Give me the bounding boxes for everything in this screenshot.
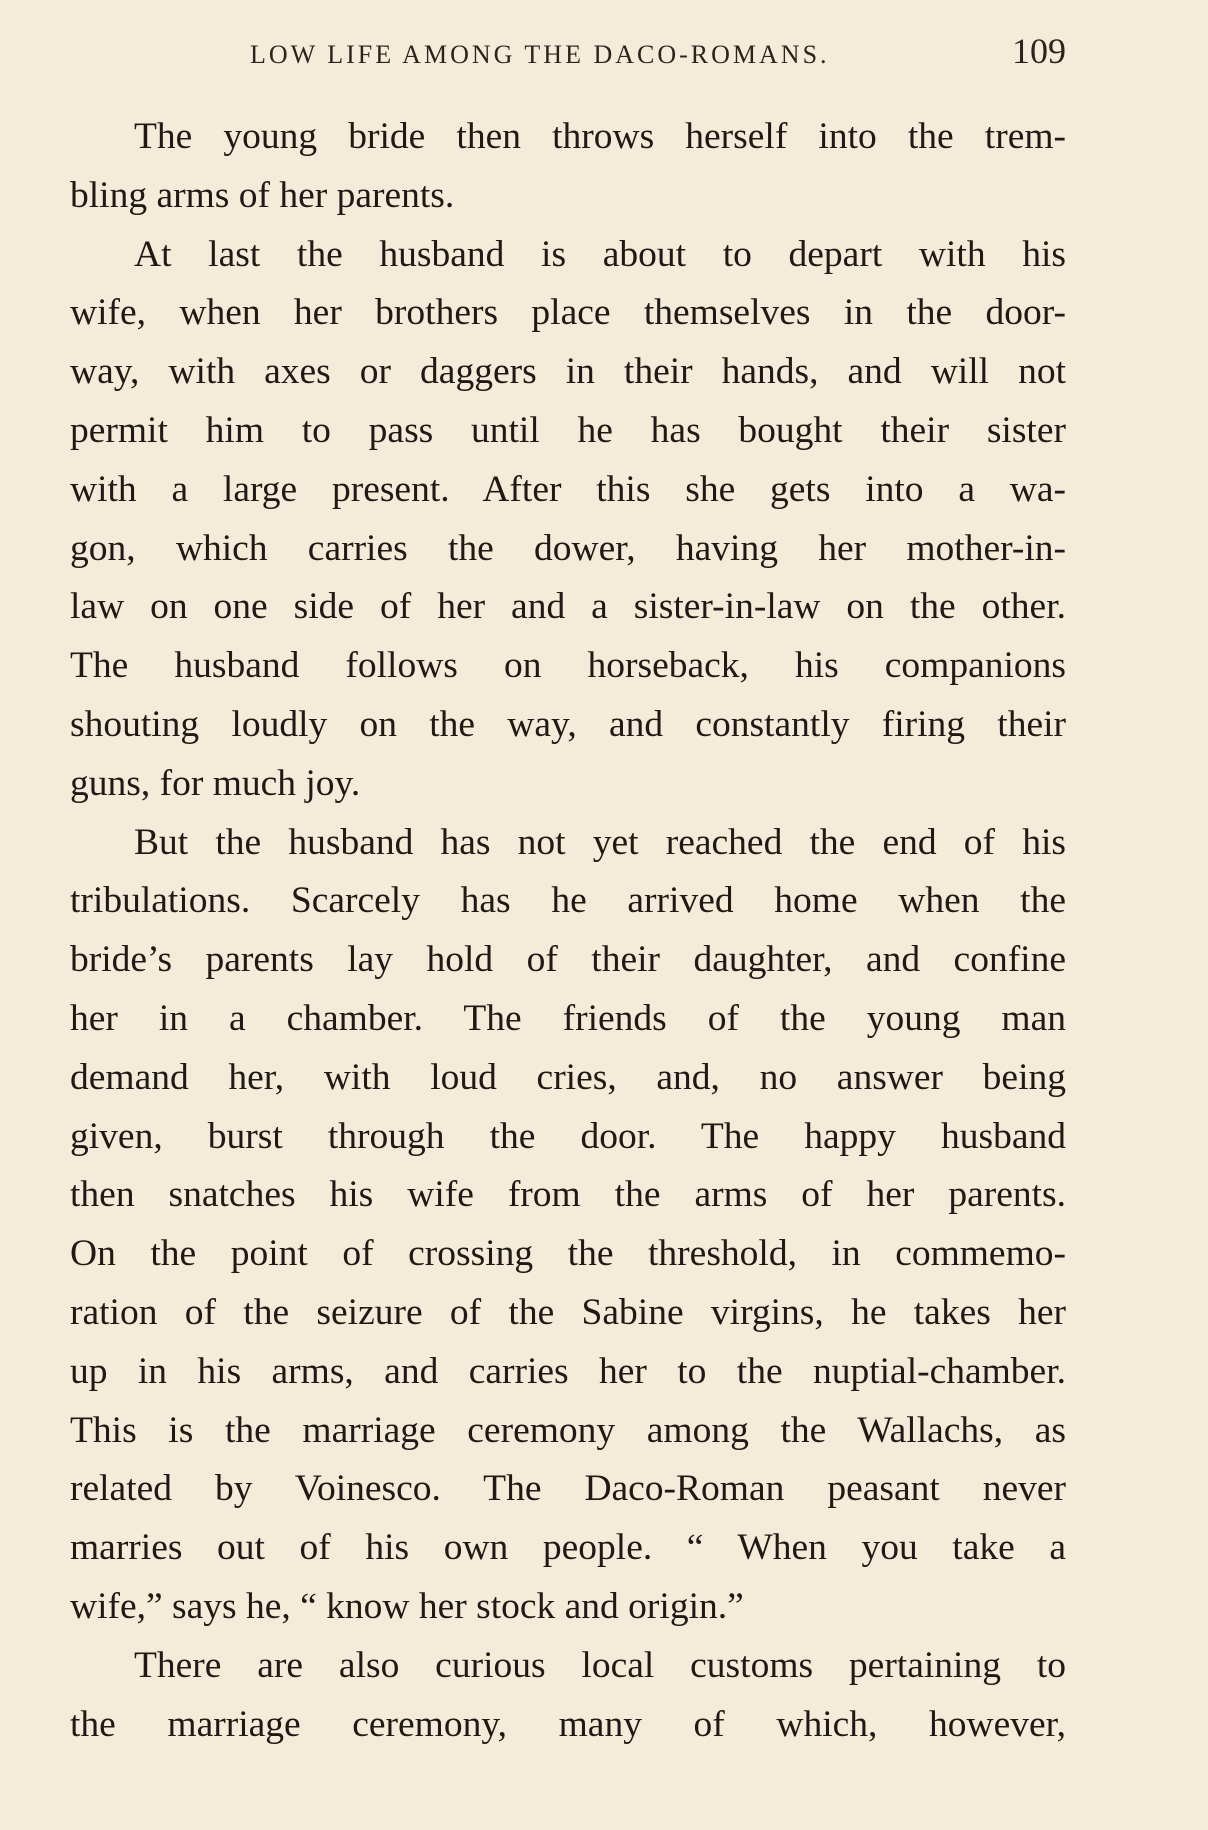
text-line: ration of the seizure of the Sabine virgins, he takes her	[70, 1291, 1066, 1333]
text-line: up in his arms, and carries her to the nuptial-chamber.	[70, 1350, 1066, 1392]
body-text	[70, 108, 1066, 1754]
text-line: law on one side of her and a sister-in-law on the other.	[70, 586, 1066, 628]
text-line: demand her, with loud cries, and, no answer being	[70, 1056, 1066, 1098]
text-line: shouting loudly on the way, and constantly firing their	[70, 703, 1066, 745]
running-title: LOW LIFE AMONG THE DACO-ROMANS.	[250, 40, 830, 69]
text-line: There are also curious local customs pertaining to	[134, 1644, 1066, 1686]
text-line: permit him to pass until he has bought their sister	[70, 409, 1066, 451]
text-line: bride’s parents lay hold of their daughter, and confine	[70, 939, 1066, 981]
text-line: then snatches his wife from the arms of her parents.	[70, 1174, 1066, 1216]
text-line: At last the husband is about to depart with his	[134, 233, 1066, 275]
text-line: way, with axes or daggers in their hands, and will not	[70, 351, 1066, 393]
text-line: On the point of crossing the threshold, in commemo-	[70, 1233, 1066, 1275]
text-line: bling arms of her parents.	[70, 174, 455, 216]
text-line: The husband follows on horseback, his companions	[70, 645, 1066, 687]
text-line: given, burst through the door. The happy husband	[70, 1115, 1066, 1157]
text-line: The young bride then throws herself into the trem-	[134, 116, 1066, 157]
text-line: This is the marriage ceremony among the Wallachs, as	[70, 1409, 1066, 1451]
page-header	[70, 26, 1066, 86]
text-line: with a large present. After this she gets into a wa-	[70, 468, 1066, 510]
text-line: gon, which carries the dower, having her mother-in-	[70, 527, 1066, 569]
text-line: wife, when her brothers place themselves in the door-	[70, 292, 1066, 334]
text-line: related by Voinesco. The Daco-Roman peasant never	[70, 1468, 1066, 1510]
text-line: the marriage ceremony, many of which, however,	[70, 1703, 1066, 1745]
text-line: tribulations. Scarcely has he arrived home when the	[70, 880, 1066, 922]
text-line: guns, for much joy.	[70, 762, 361, 804]
text-line: But the husband has not yet reached the end of his	[134, 821, 1066, 863]
page-number: 109	[1012, 31, 1066, 71]
text-line: marries out of his own people. “ When you take a	[70, 1527, 1066, 1569]
text-line: her in a chamber. The friends of the young man	[70, 997, 1066, 1039]
text-line: wife,” says he, “ know her stock and origin.”	[70, 1585, 744, 1627]
